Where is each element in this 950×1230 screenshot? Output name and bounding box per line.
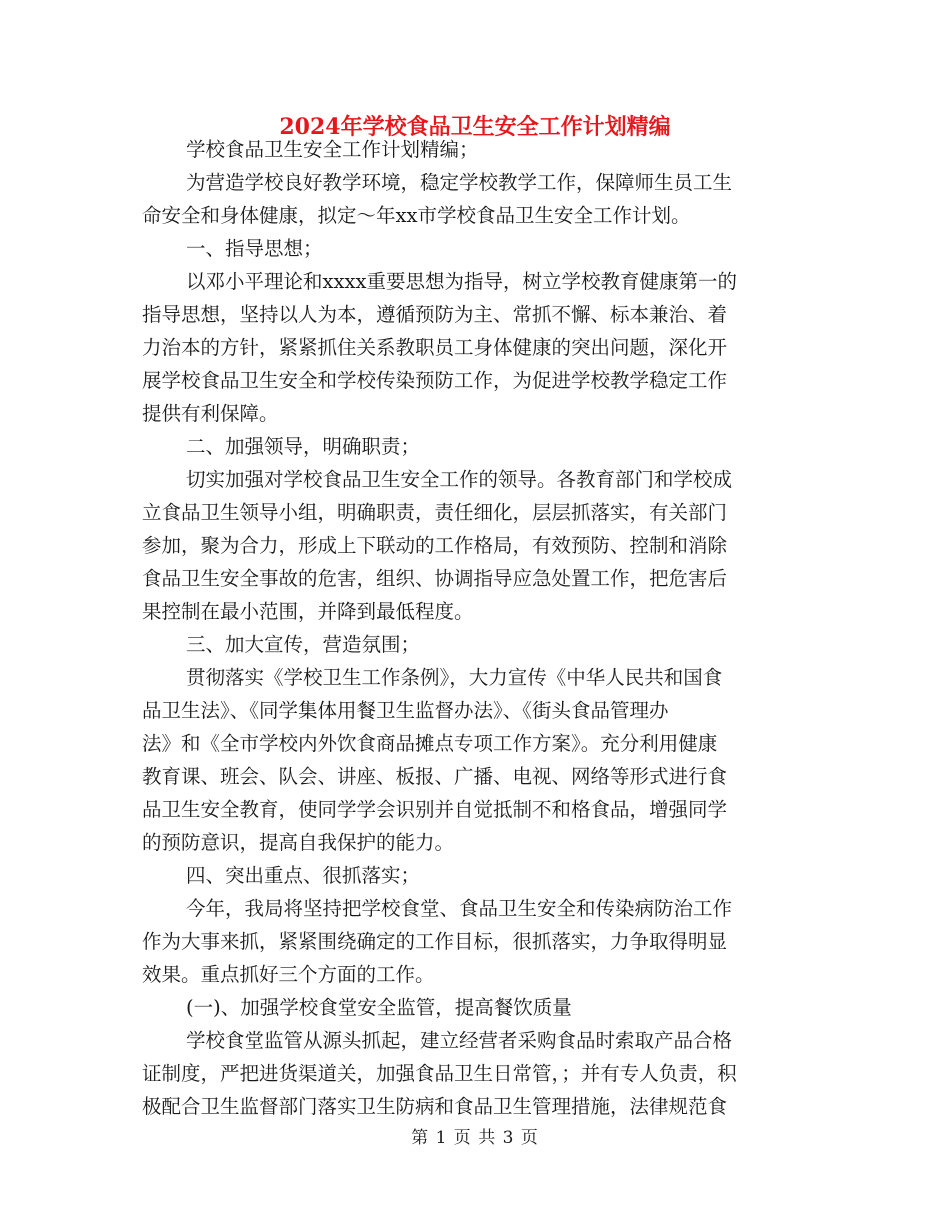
paragraph-line: 一、指导思想； [186,237,323,260]
paragraph-line: 参加，聚为合力，形成上下联动的工作格局，有效预防、控制和消除 [142,534,728,557]
paragraph-line: 切实加强对学校食品卫生安全工作的领导。各教育部门和学校成 [186,468,733,491]
paragraph-line: 展学校食品卫生安全和学校传染预防工作，为促进学校教学稳定工作 [142,369,728,392]
paragraph-line: 指导思想，坚持以人为本，遵循预防为主、常抓不懈、标本兼治、着 [142,303,728,326]
paragraph-line: 命安全和身体健康，拟定～年xx市学校食品卫生安全工作计划。 [142,204,691,227]
paragraph-line: 今年，我局将坚持把学校食堂、食品卫生安全和传染病防治工作 [186,897,733,920]
paragraph-line: 以邓小平理论和xxxx重要思想为指导，树立学校教育健康第一的 [186,270,737,293]
paragraph-line: 作为大事来抓，紧紧围绕确定的工作目标，很抓落实，力争取得明显 [142,930,728,953]
page-footer: 第 1 页 共 3 页 [411,1128,539,1148]
paragraph-line: 效果。重点抓好三个方面的工作。 [142,963,435,986]
paragraph-line: (一)、加强学校食堂安全监管，提高餐饮质量 [186,996,572,1019]
paragraph-line: 教育课、班会、队会、讲座、板报、广播、电视、网络等形式进行食 [142,765,728,788]
paragraph-line: 贯彻落实《学校卫生工作条例》，大力宣传《中华人民共和国食 [186,666,723,689]
paragraph-line: 的预防意识，提高自我保护的能力。 [142,831,455,854]
paragraph-line: 三、加大宣传，营造氛围； [186,633,421,656]
paragraph-line: 学校食堂监管从源头抓起，建立经营者采购食品时索取产品合格 [186,1029,733,1052]
paragraph-line: 品卫生安全教育，使同学学会识别并自觉抵制不和格食品，增强同学 [142,798,728,821]
document-title: 2024年学校食品卫生安全工作计划精编 [279,114,671,140]
paragraph-line: 极配合卫生监督部门落实卫生防病和食品卫生管理措施，法律规范食 [142,1095,728,1118]
paragraph-line: 二、加强领导，明确职责； [186,435,421,458]
paragraph-line: 学校食品卫生安全工作计划精编； [186,138,479,161]
paragraph-line: 法》和《全市学校内外饮食商品摊点专项工作方案》。充分利用健康 [142,732,718,755]
paragraph-line: 提供有利保障。 [142,402,279,425]
paragraph-line: 为营造学校良好教学环境，稳定学校教学工作，保障师生员工生 [186,171,733,194]
paragraph-line: 食品卫生安全事故的危害，组织、协调指导应急处置工作，把危害后 [142,567,728,590]
paragraph-line: 品卫生法》、《同学集体用餐卫生监督办法》、《街头食品管理办 [142,699,669,722]
paragraph-line: 果控制在最小范围，并降到最低程度。 [142,600,474,623]
paragraph-line: 四、突出重点、很抓落实； [186,864,421,887]
paragraph-line: 力治本的方针，紧紧抓住关系教职员工身体健康的突出问题，深化开 [142,336,728,359]
paragraph-line: 证制度，严把进货渠道关，加强食品卫生日常管，；并有专人负责，积 [142,1062,737,1085]
paragraph-line: 立食品卫生领导小组，明确职责，责任细化，层层抓落实，有关部门 [142,501,728,524]
document-body [142,133,806,1123]
